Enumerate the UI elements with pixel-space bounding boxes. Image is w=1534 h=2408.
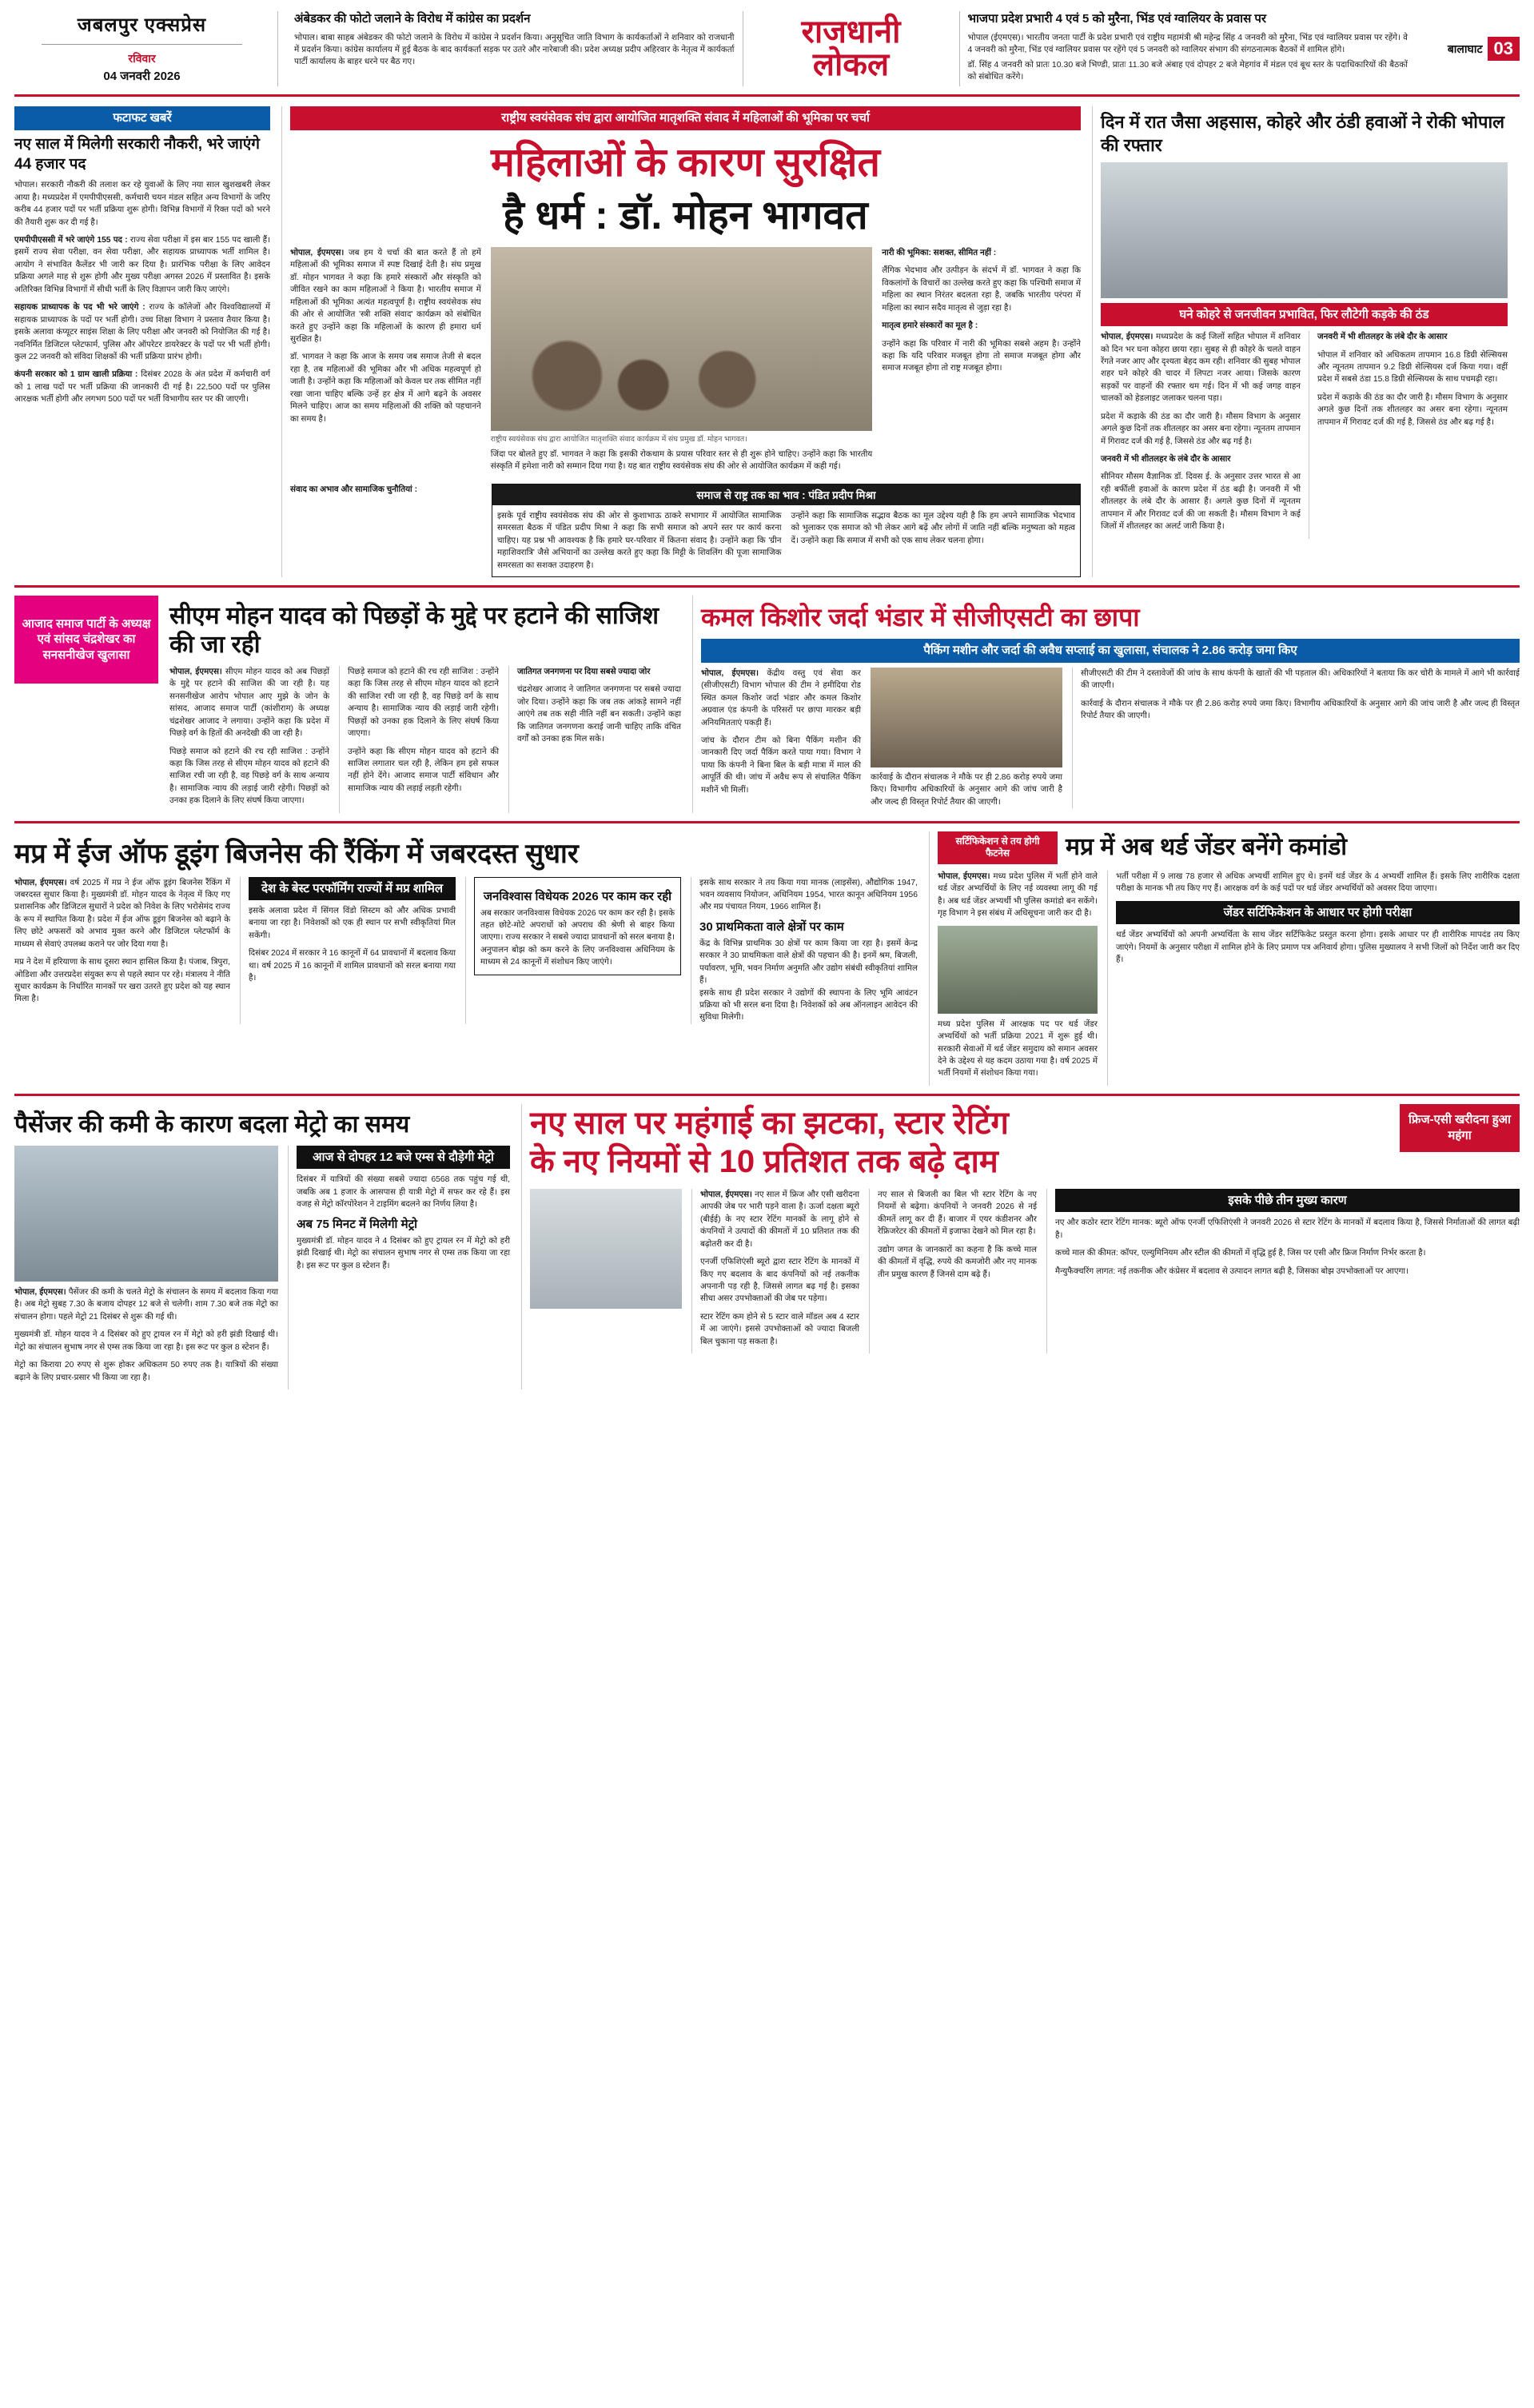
ease-p1: वर्ष 2025 में मप्र ने ईज ऑफ डूइंग बिजनेस रैंकिंग में जबरदस्त सुधार किया है। मुख्यमंत्री डॉ. मोहन यादव के नेतृत्व में किए गए प्रशासनिक और डिजिटल सुधारों ने प्रदेश को निवेश के लिए भरोसेमंद राज्य के रूप में स्थापित किया है। प्रदेश में ईज ऑफ डूइंग बिजनेस को बढ़ाने के लिए छोटे अफसरों को अभाव मुक्त करने और डिजिटल प्लेटफॉर्म के माध्यम से सेवाएं उपलब्ध कराने पर जोर दिया गया है। [14, 878, 230, 949]
masthead-left-news-headline: अंबेडकर की फोटो जलाने के विरोध में कांग्रेस का प्रदर्शन [294, 12, 531, 26]
metro-dateline: भोपाल, ईएमएस। [14, 1287, 66, 1297]
third-p4: मध्य प्रदेश पुलिस में आरक्षक पद पर थर्ड जेंडर अभ्यर्थियों को भर्ती प्रक्रिया 2021 में शुरू हुई थी। सरकारी सेवाओं में थर्ड जेंडर समुदाय को समान अवसर देने के उद्देश्य से यह कदम उठाया गया है। वर्ष 2025 में भर्ती नियमों में संशोधन किया गया। [938, 1019, 1098, 1078]
price-headline-wrap [530, 1104, 1392, 1181]
masthead-right-news-body1: भोपाल (ईएमएस)। भारतीय जनता पार्टी के प्रदेश प्रभारी एवं राष्ट्रीय महामंत्री श्री महेन्द्र सिंह 4 जनवरी को मुरैना, भिंड एवं ग्वालियर प्रवास पर रहेंगे। वे 4 जनवरी को मुरैना, भिंड एवं ग्वालियर प्रवास पर रहेंगे एवं 5 जनवरी को ग्वालियर संभाग की संगठनात्मक बैठकों में शामिल होंगे। [967, 32, 1408, 54]
brand-divider [42, 44, 242, 45]
lead-topbar: राष्ट्रीय स्वयंसेवक संघ द्वारा आयोजित मातृशक्ति संवाद में महिलाओं की भूमिका पर चर्चा [290, 106, 1081, 130]
weather-sub-b: जनवरी में भी शीतलहर के लंबे दौर के आसार [1317, 333, 1448, 342]
aap-col-b [339, 666, 499, 813]
price-col-c-text [1055, 1217, 1520, 1278]
lead-photo [491, 247, 873, 431]
raid-p2: जांच के दौरान टीम को बिना पैकिंग मशीन की जानकारी दिए जर्दा पैकिंग करते पाया गया। विभाग ने पाया कि कंपनी ने बिना बिल के बड़ी मात्रा में माल की आपूर्ति की थी। जांच में अवैध रूप से संचालित पैकिंग मशीनें भी मिलीं। [701, 736, 861, 795]
weather-sub: जनवरी में भी शीतलहर के लंबे दौर के आसार [1101, 455, 1231, 464]
masthead-right-news-headline: भाजपा प्रदेश प्रभारी 4 एवं 5 को मुरैना, भिंड एवं ग्वालियर के प्रवास पर [967, 12, 1267, 26]
col-aap [169, 596, 681, 813]
ease-col-d [691, 877, 918, 1024]
raid-p3: कार्रवाई के दौरान संचालक ने मौके पर ही 2.86 करोड़ रुपये जमा किए। विभागीय अधिकारियों के अनुसार आगे की जांच जारी है और जल्द ही विस्तृत रिपोर्ट तैयार की जाएगी। [871, 772, 1062, 807]
price-headline-line1: नए साल पर महंगाई का झटका, स्टार रेटिंग [530, 1105, 1009, 1141]
ease-col-a [14, 877, 230, 1024]
price-head-row [530, 1104, 1520, 1181]
aap-p1: सीएम मोहन यादव को अब पिछड़ों के मुद्दे पर हटाने की साजिश की जा रही है। यह सनसनीखेज आरोप भोपाल आए मुझे के जोन के सांसद, आजाद समाज पार्टी (कांशीराम) के अध्यक्ष चंद्रशेखर आजाद ने लगाया। उन्होंने कहा कि प्रदेश में पिछड़े वर्ग के हितों की अनदेखी की जा रही है। [169, 667, 329, 739]
col-metro [14, 1104, 510, 1389]
raid-p4: सीजीएसटी की टीम ने दस्तावेजों की जांच के साथ कंपनी के खातों की भी पड़ताल की। अधिकारियों ने बताया कि कर चोरी के मामले में आगे भी कार्रवाई की जाएगी। [1081, 668, 1520, 691]
third-badge: सर्टिफिकेशन से तय होगी फैटनेस [938, 831, 1058, 864]
price-mid1: नए साल से बिजली का बिल भी स्टार रेटिंग के नए नियमों से बढ़ेगा। कंपनियों ने जनवरी 2026 से नई कीमतें लागू कर दी हैं। बाजार में एयर कंडीशनर और रेफ्रिजरेटर की कीमतों में इजाफा देखने को मिल रहा है। [878, 1190, 1037, 1237]
aap-col-a [169, 666, 329, 813]
metro-sub-head2: अब 75 मिनट में मिलेगी मेट्रो [297, 1217, 418, 1231]
page-number: 03 [1488, 37, 1520, 61]
price-p1: नए साल में फ्रिज और एसी खरीदना आपकी जेब पर भारी पड़ने वाला है। ऊर्जा दक्षता ब्यूरो (बीईई) के नए स्टार रेटिंग मानकों के लागू होने से कंपनियों ने उत्पादों की कीमतों में 10 प्रतिशत तक की बढ़ोतरी कर दी है। [700, 1190, 859, 1249]
masthead [14, 11, 1520, 97]
third-dateline: भोपाल, ईएमएस। [938, 871, 990, 881]
raid-col-c [1072, 668, 1520, 808]
fatafat-headline: नए साल में मिलेगी सरकारी नौकरी, भरे जाएंगे 44 हजार पद [14, 135, 260, 173]
masthead-left-news [286, 11, 743, 86]
masthead-logo [751, 11, 951, 86]
lead-sub3: मातृत्व हमारे संस्कारों का मूल है : [882, 321, 978, 331]
metro-photo [14, 1146, 278, 1282]
row-four [14, 1104, 1520, 1389]
masthead-right-news [959, 11, 1416, 86]
aap-p4: उन्होंने कहा कि सीएम मोहन यादव को हटाने की साजिश लगातार चल रही है, लेकिन हम इसे सफल नहीं होने देंगे। आजाद समाज पार्टी संविधान और सामाजिक न्याय की लड़ाई लड़ती रहेगी। [348, 747, 499, 793]
weather-p1: मध्यप्रदेश के कई जिलों सहित भोपाल में शनिवार को दिन भर घना कोहरा छाया रहा। सुबह से ही कोहरे के चलते वाहन रेंगते नजर आए और दृश्यता बेहद कम रही। शनिवार की सुबह भोपाल शहर घने कोहरे की चादर में लिपटा नजर आया। जिसके कारण सड़कों पर वाहनों की रफ्तार थम गई। दिन में भी कई जगह वाहन चालकों को हेडलाइट जलाकर चलना पड़ा। [1101, 333, 1301, 404]
price-right1: नए और कठोर स्टार रेटिंग मानक: ब्यूरो ऑफ एनर्जी एफिशिएंसी ने जनवरी 2026 से स्टार रेटिंग के मानकों में बदलाव किया है, जिससे निर्माताओं की लागत बढ़ी है। [1055, 1218, 1520, 1240]
row-three [14, 831, 1520, 1086]
quote-text: इसके पूर्व राष्ट्रीय स्वयंसेवक संघ की ओर से कुशाभाऊ ठाकरे सभागार में आयोजित सामाजिक समरसता बैठक में पंडित प्रदीप मिश्रा ने कहा कि सभी समाज को अपने स्तर पर कार्य करना चाहिए। यह प्रश्न भी आवश्यक है कि हमारे घर-परिवार में कितना संवाद है। उन्होंने कहा कि 'ग्रीन महाशिवरात्रि' जैसे अभियानों का उल्लेख करते हुए कहा कि मिट्टी के शिवलिंग की पूजा सामाजिक समरसता का सशक्त उदाहरण है। [497, 511, 782, 570]
masthead-logo-line2: लोकल [812, 47, 890, 83]
raid-photo-wrap [871, 668, 1062, 808]
metro-headline: पैसेंजर की कमी के कारण बदला मेट्रो का समय [14, 1110, 410, 1138]
weather-p2b: प्रदेश में कड़ाके की ठंड का दौर जारी है। मौसम विभाग के अनुसार अगले कुछ दिनों तक शीतलहर का असर बना रहेगा। न्यूनतम तापमान में गिरावट दर्ज की गई है, जिससे ठंड और बढ़ गई है। [1317, 393, 1508, 427]
third-col-a [938, 871, 1098, 1086]
raid-dateline: भोपाल, ईएमएस। [701, 668, 759, 678]
lead-photo-caption: राष्ट्रीय स्वयंसेवक संघ द्वारा आयोजित मातृशक्ति संवाद कार्यक्रम में संघ प्रमुख डॉ. मोहन भागवत। [490, 434, 747, 444]
edition-badge [1424, 11, 1520, 86]
price-col-a [691, 1189, 859, 1354]
lead-dateline: भोपाल, ईएमएस। [290, 248, 345, 257]
masthead-brand-block [14, 11, 278, 86]
fatafat-p4: दिसंबर 2028 के अंत प्रदेश में कर्मचारी वर्ग को 1 लाख पदों पर भर्ती प्रक्रिया की जानकारी दी गई है। 22,500 पदों पर पुलिस आरक्षक भर्ती होगी और लगभग 500 पदों पर भर्ती विभागीय स्तर पर की जाएगी। [14, 370, 271, 405]
edition-date: 04 जनवरी 2026 [103, 70, 181, 83]
masthead-left-news-body: भोपाल। बाबा साहब अंबेडकर की फोटो जलाने के विरोध में कांग्रेस ने प्रदर्शन किया। अनुसूचित जाति विभाग के कार्यकर्ताओं ने शनिवार को राजधानी में प्रदर्शन किया। कांग्रेस कार्यालय में हुई बैठक के बाद कार्यकर्ता सड़क पर उतरे और नारेबाजी की। प्रदेश अध्यक्ष प्रदीप अहिरवार के नेतृत्व में कार्यकर्ता पार्टी कार्यालय के बाहर धरने पर बैठ गए। [294, 32, 735, 66]
weather-p2: प्रदेश में कड़ाके की ठंड का दौर जारी है। मौसम विभाग के अनुसार अगले कुछ दिनों तक शीतलहर का असर बना रहेगा। न्यूनतम तापमान में गिरावट दर्ज की गई है, जिससे ठंड और बढ़ गई है। [1101, 412, 1301, 446]
lead-headline-line1: महिलाओं के कारण सुरक्षित [491, 139, 880, 185]
publication-title-text: जबलपुर एक्सप्रेस [77, 14, 207, 36]
raid-p1: केंद्रीय वस्तु एवं सेवा कर (सीजीएसटी) विभाग भोपाल की टीम ने हमीदिया रोड स्थित कमल किशोर जर्दा भंडार और कमल किशोर अग्रवाल एंड कंपनी के परिसरों पर छापा मारकर बड़ी अनियमितताएं पकड़ी हैं। [701, 668, 861, 728]
weather-col-a [1101, 331, 1301, 539]
divider-1 [14, 585, 1520, 588]
third-p2: भर्ती परीक्षा में 9 लाख 78 हजार से अधिक अभ्यर्थी शामिल हुए थे। इनमें थर्ड जेंडर के 4 अभ्यर्थी शामिल हैं। इसके लिए शारीरिक दक्षता परीक्षा के मानक भी तय किए गए हैं। आरक्षक वर्ग के कई पदों पर थर्ड जेंडर अभ्यर्थियों को अवसर दिया जाएगा। [1116, 871, 1520, 894]
ease-p4: इसके अलावा प्रदेश में सिंगल विंडो सिस्टम को और अधिक प्रभावी बनाया जा रहा है। निवेशकों को एक ही स्थान पर सभी स्वीकृतियां मिल सकेंगी। [249, 907, 456, 940]
weather-headline: दिन में रात जैसा अहसास, कोहरे और ठंडी हवाओं ने रोकी भोपाल की रफ्तार [1101, 112, 1505, 155]
lead-photo-below [491, 449, 873, 473]
aap-badge-col [14, 596, 158, 813]
price-side-badge: फ्रिज-एसी खरीदना हुआ महंगा [1400, 1104, 1520, 1153]
metro-col-b [288, 1146, 510, 1389]
col-ease [14, 831, 918, 1086]
fatafat-strip: फटाफट खबरें [14, 106, 270, 130]
lead-sub3-text: उन्होंने कहा कि परिवार में नारी की भूमिका सबसे अहम है। उन्होंने कहा कि यदि परिवार मजबूत होगा तो समाज मजबूत होगा और समाज मजबूत होगा तो राष्ट्र मजबूत होगा। [882, 339, 1082, 373]
metro-p1: पैसेंजर की कमी के चलते मेट्रो के संचालन के समय में बदलाव किया गया है। अब मेट्रो सुबह 7.30 के बजाय दोपहर 12 बजे से चलेगी। शाम 7.30 बजे तक मेट्रो का संचालन होगा। पहले मेट्रो 21 दिसंबर से शुरू की गई थी। [14, 1287, 278, 1322]
ease-mid-head2: 30 प्राथमिकता वाले क्षेत्रों पर काम [699, 919, 844, 934]
masthead-right-news-body2: डॉ. सिंह 4 जनवरी को प्रातः 10.30 बजे भिण्डी, प्रातः 11.30 बजे अंबाह एवं दोपहर 2 बजे मेहगांव में मंडल एवं बूथ स्तर के पदाधिकारियों की बैठकों को संबोधित करेंगे। [967, 59, 1408, 82]
fatafat-h4: कंपनी सरकार को 1 ग्राम खाली प्रक्रिया : [14, 370, 138, 380]
metro-p0: दिसंबर में यात्रियों की संख्या सबसे ज्यादा 6568 तक पहुंच गई थी, जबकि अब 1 हजार के आसपास ही यात्री मेट्रो में सफर कर रहे हैं। इस वजह से मेट्रो कॉरपोरेशन ने टाइमिंग बदलने का निर्णय लिया है। [297, 1175, 510, 1210]
divider-3 [14, 1094, 1520, 1096]
lead-sub2: नारी की भूमिका: सशक्त, सीमित नहीं : [882, 248, 997, 257]
price-photo-wrap [530, 1189, 682, 1354]
lead-col-c [882, 247, 1081, 479]
raid-subhead: पैकिंग मशीन और जर्दा की अवैध सप्लाई का खुलासा, संचालक ने 2.86 करोड़ जमा किए [701, 639, 1520, 663]
metro-p3: मेट्रो का किराया 20 रुपए से शुरू होकर अधिकतम 50 रुपए तक है। यात्रियों की संख्या बढ़ाने के लिए प्रचार-प्रसार भी किया जा रहा है। [14, 1361, 278, 1382]
lead-p3: जिंदा पर बोलते हुए डॉ. भागवत ने कहा कि इसकी रोकथाम के प्रयास परिवार स्तर से ही शुरू होने चाहिए। उन्होंने कहा कि भारतीय संस्कृति में हमेशा नारी को सम्मान दिया गया है। यह बात राष्ट्रीय स्वयंसेवक संघ की ओर से आयोजित कार्यक्रम में कही गई। [490, 449, 873, 472]
fatafat-p1: भोपाल। सरकारी नौकरी की तलाश कर रहे युवाओं के लिए नया साल खुशखबरी लेकर आया है। मध्यप्रदेश में एमपीपीएससी, कर्मचारी चयन मंडल सहित अन्य विभागों के जरिए करीब 44 हजार पदों पर भर्ती प्रक्रिया शुरू होगी। विभिन्न विभागों में रिक्त पदों को भरने की तैयारी शुरू कर दी गई है। [14, 181, 270, 227]
ease-dateline: भोपाल, ईएमएस। [14, 878, 67, 887]
fatafat-h2: एमपीपीएससी में भरे जाएंगे 155 पद : [14, 236, 128, 245]
third-photo [938, 926, 1098, 1014]
aap-col-c [508, 666, 681, 813]
metro-col-a [14, 1286, 278, 1384]
raid-col-a [701, 668, 861, 808]
raid-body [701, 668, 1520, 808]
lead-lower-row [290, 484, 1081, 577]
edition-day: रविवार [128, 52, 156, 65]
lead-p1: जब हम ये चर्चा की बात करते हैं तो हमें महिलाओं की भूमिका समाज में स्पष्ट दिखाई देती है। संघ प्रमुख डॉ. मोहन भागवत ने कहा कि हमारे संस्कारों और संस्कृति को जीवित रखने का काम महिलाओं ने किया है। भारतीय समाज में महिलाओं की भूमिका अत्यंत महत्वपूर्ण है। राष्ट्रीय स्वयंसेवक संघ की ओर से आयोजित 'स्त्री शक्ति संवाद' कार्यक्रम को संबोधित करते हुए उन्होंने कहा कि महिलाओं के कारण ही हमारा धर्म सुरक्षित है। [290, 248, 481, 344]
ease-col-b-text [249, 905, 456, 985]
divider-2 [14, 821, 1520, 823]
row-top [14, 106, 1520, 577]
price-inner-badge: इसके पीछे तीन मुख्य कारण [1055, 1189, 1520, 1213]
price-right2: कच्चे माल की कीमत: कॉपर, एल्युमिनियम और स्टील की कीमतों में वृद्धि हुई है, जिस पर एसी और फ्रिज निर्माण निर्भर करता है। [1055, 1249, 1426, 1258]
ease-p6: केंद्र के विभिन्न प्राथमिक 30 क्षेत्रों पर काम किया जा रहा है। इसमें केन्द्र सरकार ने 30 प्राथमिकता वाले क्षेत्रों की पहचान की है। इनमें श्रम, बिजली, पर्यावरण, भूमि, भवन निर्माण अनुमति और उद्योग संबंधी स्वीकृतियां शामिल हैं। [699, 939, 918, 986]
aap-p3: चंद्रशेखर आजाद ने जातिगत जनगणना पर सबसे ज्यादा जोर दिया। उन्होंने कहा कि जब तक आंकड़े सामने नहीं आएंगे तब तक सही नीति नहीं बन सकती। उन्होंने कहा कि जातिगत जनगणना कराई जानी चाहिए ताकि वंचित वर्गों को उनका हक मिल सके। [517, 685, 681, 744]
quote-bar: समाज से राष्ट्र तक का भाव : पंडित प्रदीप मिश्रा [492, 484, 1080, 505]
lead-headline-line2: है धर्म : डॉ. मोहन भागवत [503, 192, 868, 237]
weather-p3: सीनियर मौसम वैज्ञानिक डॉ. दिवस ई. के अनुसार उत्तर भारत से आ रही बर्फीली हवाओं के कारण प्रदेश में ठंड बढ़ी है। जनवरी में भी शीतलहर के लंबे दौर के आसार हैं। अगले कुछ दिनों में न्यूनतम तापमान में और गिरावट दर्ज की जा सकती है। मौसम विभाग ने कई जिलों में शीतलहर का अलर्ट जारी किया है। [1101, 472, 1301, 532]
col-fatafat [14, 106, 270, 577]
price-col-c [1046, 1189, 1520, 1354]
aap-sub: जातिगत जनगणना पर दिया सबसे ज्यादा जोर [517, 667, 651, 676]
price-col-b [869, 1189, 1037, 1354]
weather-col-b [1309, 331, 1508, 539]
ease-p3: अब सरकार जनविश्वास विधेयक 2026 पर काम कर रही है। इसके तहत छोटे-मोटे अपराधों को अपराध की श्रेणी से बाहर किया जाएगा। राज्य सरकार ने सबसे ज्यादा प्रावधानों को सरल बनाया है। अनुपालन बोझ को कम करने के लिए जनविश्वास अधिनियम के माध्यम से 24 कानूनों में संशोधन किए जाएंगे। [480, 908, 675, 967]
lead-sub1: संवाद का अभाव और सामाजिक चुनौतियां : [290, 484, 417, 494]
third-p3: थर्ड जेंडर अभ्यर्थियों को अपनी अभ्यर्थिता के साथ जेंडर सर्टिफिकेट प्रस्तुत करना होगा। इसके आधार पर ही शारीरिक मापदंड तय किए जाएंगे। नियमों के अनुसार परीक्षा में शामिल होने के लिए प्रमाण पत्र अनिवार्य होगा। पुलिस मुख्यालय ने सभी जिलों को निर्देश जारी कर दिए हैं। [1116, 931, 1520, 965]
ease-box-head: देश के बेस्ट परफॉर्मिंग राज्यों में मप्र शामिल [249, 877, 456, 901]
weather-photo [1101, 162, 1508, 298]
aap-body [169, 666, 681, 813]
metro-sub-head: आज से दोपहर 12 बजे एम्स से दौड़ेगी मेट्रो [297, 1146, 510, 1170]
col-raid [692, 596, 1520, 813]
col-lead-story [281, 106, 1081, 577]
lead-photo-wrap [491, 247, 873, 479]
metro-p2b: मुख्यमंत्री डॉ. मोहन यादव ने 4 दिसंबर को हुए ट्रायल रन में मेट्रो को हरी झंडी दिखाई थी। मेट्रो का संचालन सुभाष नगर से एम्स तक किया जा रहा है। इस रूट पर कुल 8 स्टेशन हैं। [297, 1236, 510, 1270]
quote-text2: उन्होंने कहा कि सामाजिक सद्भाव बैठक का मूल उद्देश्य यही है कि हम अपने सामाजिक भेदभाव को भुलाकर एक समाज को भी लेकर आगे बढ़ें और लोगों में जाति नहीं बल्कि मनुष्यता को महत्व दें। उन्होंने कहा कि समाज में सभी को एक साथ लेकर चलना होगा। [791, 511, 1075, 545]
price-p3: स्टार रेटिंग कम होने से 5 स्टार वाले मॉडल अब 4 स्टार में आ जाएंगे। इससे उपभोक्ताओं को ज्यादा बिजली बिल चुकाना पड़ सकता है। [700, 1312, 859, 1346]
fatafat-p3: राज्य के कॉलेजों और विश्वविद्यालयों में सहायक प्राध्यापक के पदों पर भर्ती होगी। उच्च शिक्षा विभाग ने प्रस्ताव तैयार किया है। इसके अलावा कंप्यूटर साइंस शिक्षा के लिए परीक्षा और जनवरी को नियोजित की गई है। नवनिर्मित डिजिटल प्लेटफार्म, पुलिस और ऑपरेटर डायरेक्टर के पदों पर भी भर्ती होगी। कुल 22 जनवरी को संविदा शिक्षकों की भर्ती प्रक्रिया प्रारंभ होगी। [14, 303, 270, 361]
ease-side-note: इसके साथ सरकार ने तय किया गया मानक (लाइसेंस), औद्योगिक 1947, भवन व्यवसाय नियोजन, अधिनियम 1954, भारत कानून अधिनियम 1956 और मप्र पंचायत नियम, 1966 शामिल हैं। [699, 878, 918, 912]
aap-headline: सीएम मोहन यादव को पिछड़ों के मुद्दे पर हटाने की साजिश की जा रही [169, 602, 659, 658]
third-body [938, 871, 1520, 1086]
aap-p2: पिछड़े समाज को हटाने की रच रही साजिश : उन्होंने कहा कि जिस तरह से सीएम मोहन यादव को हटाने की साजिश रची जा रही है, वह पिछड़े वर्ग के साथ अन्याय है। सामाजिक न्याय की लड़ाई जारी रहेगी। पिछड़ों को उनका हक दिलाने के लिए संघर्ष किया जाएगा। [169, 747, 329, 806]
metro-body [14, 1146, 510, 1389]
third-col-b [1107, 871, 1520, 1086]
weather-bar: घने कोहरे से जनजीवन प्रभावित, फिर लौटेगी कड़के की ठंड [1101, 303, 1508, 327]
lead-p2: डॉ. भागवत ने कहा कि आज के समय जब समाज तेजी से बदल रहा है, तब महिलाओं की भूमिका और भी अधिक महत्वपूर्ण हो जाती है। उन्होंने कहा कि महिलाओं को केवल घर तक सीमित नहीं रखा जाना चाहिए बल्कि उन्हें हर क्षेत्र में आगे बढ़ने के अवसर मिलने चाहिए। आज का समय महिलाओं की शक्ति को पहचानने का समय है। [290, 353, 481, 424]
col-price [521, 1104, 1520, 1389]
ease-col-b [240, 877, 456, 1024]
lead-lower-a [290, 484, 482, 577]
price-right3: मैन्युफैक्चरिंग लागत: नई तकनीक और कंप्रेसर में बदलाव से उत्पादन लागत बढ़ी है, जिसका बोझ उपभोक्ताओं पर आएगा। [1055, 1266, 1408, 1276]
ease-midbox [474, 877, 681, 975]
fatafat-p2: राज्य सेवा परीक्षा में इस बार 155 पद खाली हैं। इसमें राज्य सेवा परीक्षा, वन सेवा परीक्षा, और सहायक प्राध्यापक भर्ती शामिल है। आयोग ने संभावित कैलेंडर भी जारी कर दिया है। प्रारंभिक परीक्षा के लिए आवेदन प्रक्रिया अगले माह से शुरू होगी और मुख्य परीक्षा अगस्त 2026 में प्रस्तावित है। इसके अतिरिक्त विभिन्न विभागों में सीधी भर्ती के लिए विज्ञापन जारी किए जाएंगे। [14, 236, 270, 294]
lead-quote-block [492, 484, 1081, 577]
raid-photo [871, 668, 1062, 767]
metro-photo-wrap [14, 1146, 278, 1389]
weather-body [1101, 331, 1508, 539]
price-photo [530, 1189, 682, 1309]
third-p1: मध्य प्रदेश पुलिस में भर्ती होने वाले थर्ड जेंडर अभ्यर्थियों के लिए नई व्यवस्था लागू की गई है। अब थर्ड जेंडर अभ्यर्थी भी पुलिस कमांडो बन सकेंगे। गृह विभाग ने इस संबंध में अधिसूचना जारी कर दी है। [938, 871, 1098, 919]
price-headline-line2: के नए नियमों से 10 प्रतिशत तक बढ़े दाम [530, 1143, 998, 1179]
third-headline: मप्र में अब थर्ड जेंडर बनेंगे कमांडो [1066, 834, 1348, 861]
ease-headline: मप्र में ईज ऑफ डूइंग बिजनेस की रैंकिंग में जबरदस्त सुधार [14, 838, 579, 869]
col-weather [1092, 106, 1508, 577]
masthead-logo-line1: राजधानी [801, 14, 901, 50]
aap-p2b: पिछड़े समाज को हटाने की रच रही साजिश : उन्होंने कहा कि जिस तरह से सीएम मोहन यादव को हटाने की साजिश रची जा रही है, वह पिछड़े वर्ग के साथ अन्याय है। सामाजिक न्याय की लड़ाई जारी रहेगी। पिछड़ों को उनका हक दिलाने के लिए संघर्ष किया जाएगा। [348, 667, 499, 739]
aap-badge: आजाद समाज पार्टी के अध्यक्ष एवं सांसद चंद्रशेखर का सनसनीखेज खुलासा [14, 596, 158, 684]
ease-mid-head: जनविश्वास विधेयक 2026 पर काम कर रही [483, 889, 672, 903]
price-p2: एनर्जी एफिशिएंसी ब्यूरो द्वारा स्टार रेटिंग के मानकों में किए गए बदलाव के बाद कंपनियों को नई तकनीक अपनानी पड़ रही है, जिससे लागत बढ़ गई है। इसका सीधा असर उपभोक्ताओं की जेब पर पड़ेगा। [700, 1258, 859, 1304]
ease-p7: इसके साथ ही प्रदेश सरकार ने उद्योगों की स्थापना के लिए भूमि आवंटन प्रक्रिया को भी सरल बना दिया है। निवेशकों को अब ऑनलाइन आवेदन की सुविधा मिलेगी। [699, 988, 918, 1023]
lead-sub2-text: लैंगिक भेदभाव और उत्पीड़न के संदर्भ में डॉ. भागवत ने कहा कि विकलांगों के विचारों का उल्लेख करते हुए कहा कि पश्चिमी समाज में महिला का स्थान निरंतर बदलता रहा है, जबकि भारतीय परंपरा में महिला का स्थान सदैव मातृत्व से जुड़ा रहा है। [882, 266, 1082, 313]
raid-headline: कमल किशोर जर्दा भंडार में सीजीएसटी का छापा [701, 602, 1140, 632]
publication-title [14, 11, 269, 38]
edition-city: बालाघाट [1447, 42, 1483, 55]
fatafat-h3: सहायक प्राध्यापक के पद भी भरे जाएंगे : [14, 303, 145, 313]
weather-dateline: भोपाल, ईएमएस। [1101, 333, 1153, 342]
col-third-gender [929, 831, 1520, 1086]
ease-body [14, 877, 918, 1024]
ease-p2: मप्र ने देश में हरियाणा के साथ दूसरा स्थान हासिल किया है। पंजाब, त्रिपुरा, ओडिशा और उत्तरप्रदेश संयुक्त रूप से पहले स्थान पर रहे। मंत्रालय ने नीति सुधार कार्यक्रम के निर्धारित मानकों पर खरा उतरते हुए प्रदेश को यह स्थान मिला है। [14, 958, 230, 1004]
row-two [14, 596, 1520, 813]
ease-p5: दिसंबर 2024 में सरकार ने 16 कानूनों में 64 प्रावधानों में बदलाव किया था। वर्ष 2025 में 16 कानूनों में शामिल प्रावधानों को सरल बनाया गया है। [249, 949, 456, 983]
ease-col-c [465, 877, 681, 1024]
aap-dateline: भोपाल, ईएमएस। [169, 667, 222, 676]
price-dateline: भोपाल, ईएमएस। [700, 1190, 752, 1199]
third-sub: जेंडर सर्टिफिकेशन के आधार पर होगी परीक्षा [1116, 901, 1520, 925]
raid-p3b: कार्रवाई के दौरान संचालक ने मौके पर ही 2.86 करोड़ रुपये जमा किए। विभागीय अधिकारियों के अनुसार आगे की जांच जारी है और जल्द ही विस्तृत रिपोर्ट तैयार की जाएगी। [1081, 699, 1520, 721]
third-head-row [938, 831, 1520, 864]
lead-col-a [290, 247, 481, 479]
price-mid2: उद्योग जगत के जानकारों का कहना है कि कच्चे माल की कीमतों में वृद्धि, रुपये की कमजोरी और नए मानक तीन प्रमुख कारण हैं जिनसे दाम बढ़े हैं। [878, 1245, 1037, 1279]
lead-body-row [290, 247, 1081, 479]
metro-p2: मुख्यमंत्री डॉ. मोहन यादव ने 4 दिसंबर को हुए ट्रायल रन में मेट्रो को हरी झंडी दिखाई थी। मेट्रो का संचालन सुभाष नगर से एम्स तक किया जा रहा है। इस रूट पर कुल 8 स्टेशन हैं। [14, 1330, 278, 1352]
fatafat-body [14, 179, 270, 405]
weather-p4: भोपाल में शनिवार को अधिकतम तापमान 16.8 डिग्री सेल्सियस और न्यूनतम तापमान 9.2 डिग्री सेल्सियस दर्ज किया गया। वहीं प्रदेश में सबसे ठंडा 15.8 डिग्री सेल्सियस के साथ पचमढ़ी रहा। [1317, 350, 1508, 385]
price-body [530, 1189, 1520, 1354]
quote-box [492, 484, 1081, 577]
